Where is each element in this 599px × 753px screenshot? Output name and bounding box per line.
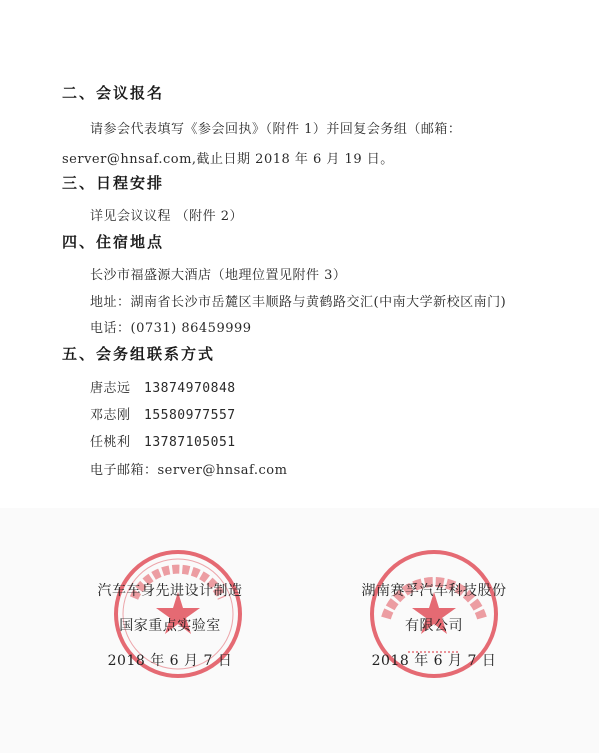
contact-row — [90, 431, 236, 450]
section-heading-accommodation: 四、住宿地点 — [62, 233, 165, 251]
left-org-name-line2: 国家重点实验室 — [119, 618, 221, 634]
registration-text-line1: 请参会代表填写《参会回执》（附件 1）并回复会务组（邮箱： — [90, 122, 462, 137]
left-date: 2018 年 6 月 7 日 — [107, 653, 233, 669]
contact-row — [90, 404, 236, 423]
section-heading-registration: 二、会议报名 — [62, 84, 165, 102]
hotel-phone: 电话：(0731) 86459999 — [90, 321, 252, 336]
section-heading-contacts: 五、会务组联系方式 — [62, 345, 216, 363]
contact-row — [90, 377, 236, 396]
contact-phone: 15580977557 — [144, 408, 236, 423]
hotel-address: 地址：湖南省长沙市岳麓区丰顺路与黄鹤路交汇(中南大学新校区南门) — [90, 295, 507, 310]
contact-name: 唐志远 — [90, 381, 131, 396]
right-org-name-line2: 有限公司 — [405, 618, 463, 634]
contact-phone: 13874970848 — [144, 381, 236, 396]
hotel-name: 长沙市福盛源大酒店（地理位置见附件 3） — [90, 268, 347, 283]
contact-name: 任桃利 — [90, 435, 131, 450]
contact-phone: 13787105051 — [144, 435, 236, 450]
right-date: 2018 年 6 月 7 日 — [371, 653, 497, 669]
contact-email: 电子邮箱：server@hnsaf.com — [90, 463, 288, 478]
schedule-text: 详见会议议程 （附件 2） — [90, 209, 244, 224]
left-org-name-line1: 汽车车身先进设计制造 — [97, 583, 243, 599]
right-org-name-line1: 湖南赛孚汽车科技股份 — [361, 583, 507, 599]
section-heading-schedule: 三、日程安排 — [62, 174, 165, 192]
registration-text-line2: server@hnsaf.com,截止日期 2018 年 6 月 19 日。 — [62, 152, 394, 167]
contact-name: 邓志刚 — [90, 408, 131, 423]
